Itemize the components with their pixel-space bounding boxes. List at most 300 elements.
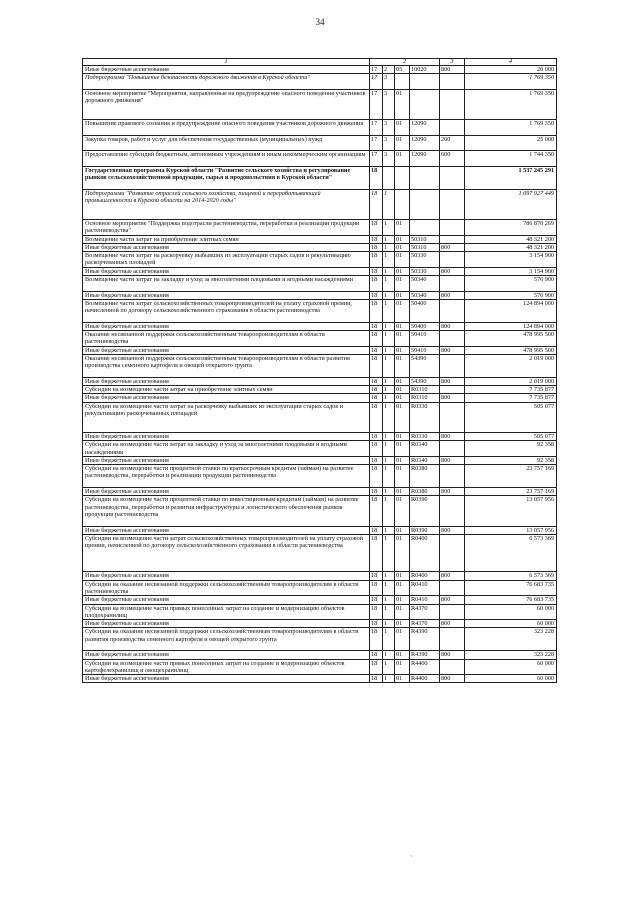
row-code-direction: R4400 bbox=[410, 659, 440, 675]
row-code-direction: R0340 bbox=[410, 456, 440, 464]
row-code-direction: R4390 bbox=[410, 628, 440, 651]
table-row bbox=[83, 651, 557, 659]
row-code-program: 18 bbox=[370, 402, 383, 432]
row-expense-type: 800 bbox=[440, 267, 465, 275]
row-name: Возмещение части затрат на раскорчевку выбывших из эксплуатации старых садов и рекультивацию раскорчеванных площадей bbox=[83, 252, 370, 268]
row-code-measure: 01 bbox=[395, 651, 410, 659]
row-expense-type: 800 bbox=[440, 526, 465, 534]
table-row bbox=[83, 151, 557, 167]
table-row bbox=[83, 386, 557, 394]
row-code-measure: 01 bbox=[395, 291, 410, 299]
row-expense-type: 800 bbox=[440, 620, 465, 628]
row-name: Иные бюджетные ассигнования bbox=[83, 267, 370, 275]
row-name: Субсидии на возмещение части прямых понесенных затрат на создание и модернизацию объектов плодохранилищ bbox=[83, 604, 370, 620]
row-expense-type bbox=[440, 299, 465, 322]
row-code-direction: 12090 bbox=[410, 135, 440, 151]
row-name: Иные бюджетные ассигнования bbox=[83, 377, 370, 385]
row-amount: 478 995 500 bbox=[465, 346, 557, 354]
row-code-program: 18 bbox=[370, 166, 383, 189]
row-code-direction: 54390 bbox=[410, 377, 440, 385]
row-code-program: 18 bbox=[370, 291, 383, 299]
row-expense-type: 800 bbox=[440, 377, 465, 385]
row-code-program: 18 bbox=[370, 534, 383, 572]
row-code-subprogram: 1 bbox=[383, 331, 395, 347]
row-code-measure bbox=[395, 166, 410, 189]
row-amount: 124 894 000 bbox=[465, 322, 557, 330]
row-code-subprogram: 1 bbox=[383, 267, 395, 275]
row-code-program: 18 bbox=[370, 377, 383, 385]
table-row bbox=[83, 66, 557, 74]
row-amount: 786 870 269 bbox=[465, 219, 557, 235]
row-name: Повышение правового сознания и предупреждение опасного поведения участников дорожного движения bbox=[83, 120, 370, 136]
row-amount: 1 769 350 bbox=[465, 74, 557, 90]
row-amount: 7 735 877 bbox=[465, 394, 557, 402]
row-code-subprogram: 2 bbox=[383, 66, 395, 74]
row-code-program: 18 bbox=[370, 235, 383, 243]
row-code-subprogram: 3 bbox=[383, 74, 395, 90]
row-code-measure: 05 bbox=[395, 66, 410, 74]
row-amount: 576 900 bbox=[465, 291, 557, 299]
row-code-subprogram: 1 bbox=[383, 276, 395, 292]
row-amount: 1 537 245 291 bbox=[465, 166, 557, 189]
row-expense-type bbox=[440, 331, 465, 347]
row-expense-type bbox=[440, 465, 465, 488]
row-expense-type bbox=[440, 496, 465, 526]
row-code-direction bbox=[410, 74, 440, 90]
row-expense-type: 800 bbox=[440, 675, 465, 683]
header-col-3: 3 bbox=[440, 59, 465, 66]
row-code-program: 18 bbox=[370, 526, 383, 534]
row-code-program: 18 bbox=[370, 252, 383, 268]
row-code-measure: 01 bbox=[395, 534, 410, 572]
row-code-direction: R0330 bbox=[410, 402, 440, 432]
table-row bbox=[83, 572, 557, 580]
table-body bbox=[83, 66, 557, 683]
row-name: Предоставление субсидий бюджетным, автономным учреждениям и иным некоммерческим организациям bbox=[83, 151, 370, 167]
table-row bbox=[83, 441, 557, 457]
row-amount: 60 000 bbox=[465, 620, 557, 628]
row-name: Иные бюджетные ассигнования bbox=[83, 346, 370, 354]
row-name: Иные бюджетные ассигнования bbox=[83, 572, 370, 580]
row-name: Иные бюджетные ассигнования bbox=[83, 66, 370, 74]
row-code-measure: 01 bbox=[395, 243, 410, 251]
table-header-row bbox=[83, 59, 557, 66]
row-code-direction: 54390 bbox=[410, 354, 440, 377]
row-code-subprogram: 1 bbox=[383, 651, 395, 659]
row-code-measure: 01 bbox=[395, 219, 410, 235]
header-col-1: 1 bbox=[83, 59, 370, 66]
row-code-subprogram: 1 bbox=[383, 596, 395, 604]
table-row bbox=[83, 596, 557, 604]
row-code-measure: 01 bbox=[395, 235, 410, 243]
row-code-measure: 01 bbox=[395, 386, 410, 394]
row-name: Подпрограмма "Развитие отраслей сельского хозяйства, пищевой и перерабатывающей промышленности в Курской области на 2014-2020 годы" bbox=[83, 189, 370, 219]
row-code-program: 18 bbox=[370, 651, 383, 659]
row-expense-type: 800 bbox=[440, 572, 465, 580]
row-code-measure: 01 bbox=[395, 432, 410, 440]
row-amount: 3 154 900 bbox=[465, 267, 557, 275]
row-name: Иные бюджетные ассигнования bbox=[83, 651, 370, 659]
row-name: Иные бюджетные ассигнования bbox=[83, 526, 370, 534]
table-row bbox=[83, 675, 557, 683]
row-code-measure: 01 bbox=[395, 402, 410, 432]
table-row bbox=[83, 394, 557, 402]
row-amount: 60 000 bbox=[465, 659, 557, 675]
row-code-measure: 01 bbox=[395, 496, 410, 526]
row-name: Иные бюджетные ассигнования bbox=[83, 394, 370, 402]
row-code-subprogram bbox=[383, 166, 395, 189]
row-amount: 2 019 000 bbox=[465, 377, 557, 385]
row-code-direction: R0400 bbox=[410, 572, 440, 580]
table-row bbox=[83, 402, 557, 432]
row-code-measure: 01 bbox=[395, 120, 410, 136]
table-row bbox=[83, 432, 557, 440]
table-row bbox=[83, 354, 557, 377]
row-code-program: 17 bbox=[370, 135, 383, 151]
row-amount: 323 228 bbox=[465, 628, 557, 651]
row-code-measure: 01 bbox=[395, 394, 410, 402]
row-expense-type: 800 bbox=[440, 456, 465, 464]
row-code-program: 18 bbox=[370, 628, 383, 651]
row-code-measure: 01 bbox=[395, 89, 410, 119]
row-code-subprogram: 1 bbox=[383, 377, 395, 385]
row-code-subprogram: 1 bbox=[383, 432, 395, 440]
table-row bbox=[83, 496, 557, 526]
table-row bbox=[83, 526, 557, 534]
row-amount: 1 769 350 bbox=[465, 120, 557, 136]
row-code-measure bbox=[395, 74, 410, 90]
row-name: Субсидии на возмещение части процентной ставки по инвестиционным кредитам (займам) на развитие растениеводства, переработки и развития инфраструктуры и логистического обеспечения рынков продукции растениеводства bbox=[83, 496, 370, 526]
row-code-measure: 01 bbox=[395, 346, 410, 354]
row-code-program: 18 bbox=[370, 659, 383, 675]
row-expense-type: 800 bbox=[440, 322, 465, 330]
row-code-subprogram: 1 bbox=[383, 219, 395, 235]
row-code-direction: R0410 bbox=[410, 580, 440, 596]
table-row bbox=[83, 659, 557, 675]
row-name: Оказание несвязанной поддержки сельскохозяйственным товаропроизводителям в области развития производства семенного картофеля и овощей открытого грунта bbox=[83, 354, 370, 377]
row-name: Субсидии на возмещение части затрат сельскохозяйственных товаропроизводителей на уплату страховой премии, начисленной по договору сельскохозяйственного страхования в области растениеводства bbox=[83, 534, 370, 572]
row-code-direction bbox=[410, 189, 440, 219]
row-expense-type bbox=[440, 276, 465, 292]
row-amount: 6 573 369 bbox=[465, 534, 557, 572]
table-row bbox=[83, 488, 557, 496]
row-code-program: 18 bbox=[370, 432, 383, 440]
row-code-program: 18 bbox=[370, 189, 383, 219]
row-code-measure: 01 bbox=[395, 276, 410, 292]
table-row bbox=[83, 235, 557, 243]
row-code-program: 18 bbox=[370, 572, 383, 580]
table-row bbox=[83, 604, 557, 620]
row-code-subprogram: 1 bbox=[383, 394, 395, 402]
row-code-direction: R4400 bbox=[410, 675, 440, 683]
row-expense-type bbox=[440, 354, 465, 377]
table-row bbox=[83, 377, 557, 385]
row-code-subprogram: 1 bbox=[383, 488, 395, 496]
row-code-program: 17 bbox=[370, 120, 383, 136]
row-code-subprogram: 1 bbox=[383, 659, 395, 675]
row-code-program: 17 bbox=[370, 151, 383, 167]
table-row bbox=[83, 267, 557, 275]
row-code-direction: R0330 bbox=[410, 432, 440, 440]
row-amount: 7 735 877 bbox=[465, 386, 557, 394]
table-row bbox=[83, 243, 557, 251]
row-name: Оказание несвязанной поддержки сельскохозяйственным товаропроизводителям в области растениеводства bbox=[83, 331, 370, 347]
table-row bbox=[83, 166, 557, 189]
row-code-measure: 01 bbox=[395, 572, 410, 580]
row-amount: 1 744 350 bbox=[465, 151, 557, 167]
table-row bbox=[83, 346, 557, 354]
row-code-program: 18 bbox=[370, 322, 383, 330]
row-amount: 76 683 735 bbox=[465, 580, 557, 596]
row-code-subprogram: 1 bbox=[383, 496, 395, 526]
row-amount: 92 358 bbox=[465, 456, 557, 464]
row-code-program: 18 bbox=[370, 386, 383, 394]
row-code-measure: 01 bbox=[395, 580, 410, 596]
row-code-program: 18 bbox=[370, 243, 383, 251]
row-code-direction: R0390 bbox=[410, 496, 440, 526]
row-name: Иные бюджетные ассигнования bbox=[83, 675, 370, 683]
row-code-program: 18 bbox=[370, 488, 383, 496]
row-name: Государственная программа Курской области "Развитие сельского хозяйства и регулирование рынков сельскохозяйственной продукции, сырья и продовольствия в Курской области" bbox=[83, 166, 370, 189]
row-code-measure: 01 bbox=[395, 135, 410, 151]
row-expense-type bbox=[440, 386, 465, 394]
row-amount: 505 077 bbox=[465, 432, 557, 440]
row-code-program: 18 bbox=[370, 456, 383, 464]
row-name: Субсидии на возмещение части прямых понесенных затрат на создание и модернизацию объектов картофелехранилищ и овощехранилищ bbox=[83, 659, 370, 675]
page-number: 34 bbox=[315, 17, 325, 27]
row-amount: 124 894 000 bbox=[465, 299, 557, 322]
row-amount: 1 769 350 bbox=[465, 89, 557, 119]
row-code-direction: R4390 bbox=[410, 651, 440, 659]
row-code-program: 18 bbox=[370, 465, 383, 488]
row-amount: 76 683 735 bbox=[465, 596, 557, 604]
row-amount: 13 057 956 bbox=[465, 496, 557, 526]
table-row bbox=[83, 534, 557, 572]
row-code-subprogram: 1 bbox=[383, 465, 395, 488]
row-code-subprogram: 1 bbox=[383, 252, 395, 268]
row-code-measure: 01 bbox=[395, 526, 410, 534]
table-row bbox=[83, 620, 557, 628]
row-name: Подпрограмма "Повышение безопасности дорожного движения в Курской области" bbox=[83, 74, 370, 90]
row-name: Основное мероприятие "Поддержка подотрасли растениеводства, переработки и реализации продукции растениеводства" bbox=[83, 219, 370, 235]
row-expense-type: 200 bbox=[440, 135, 465, 151]
row-expense-type: 800 bbox=[440, 651, 465, 659]
row-name: Иные бюджетные ассигнования bbox=[83, 322, 370, 330]
row-name: Возмещение части затрат на закладку и уход за многолетними плодовыми и ягодными насаждениями bbox=[83, 276, 370, 292]
header-col-2: 2 bbox=[370, 59, 440, 66]
row-code-program: 18 bbox=[370, 620, 383, 628]
row-expense-type bbox=[440, 604, 465, 620]
row-code-measure bbox=[395, 189, 410, 219]
row-code-measure: 01 bbox=[395, 659, 410, 675]
row-code-direction: R0340 bbox=[410, 441, 440, 457]
row-expense-type: 800 bbox=[440, 291, 465, 299]
row-code-subprogram: 1 bbox=[383, 189, 395, 219]
row-code-program: 18 bbox=[370, 496, 383, 526]
row-code-subprogram: 1 bbox=[383, 243, 395, 251]
row-code-direction: 50400 bbox=[410, 322, 440, 330]
row-amount: 478 995 500 bbox=[465, 331, 557, 347]
row-expense-type: 800 bbox=[440, 243, 465, 251]
row-code-measure: 01 bbox=[395, 604, 410, 620]
row-code-measure: 01 bbox=[395, 456, 410, 464]
row-amount: 20 000 bbox=[465, 66, 557, 74]
row-code-subprogram: 1 bbox=[383, 620, 395, 628]
row-code-program: 18 bbox=[370, 441, 383, 457]
row-name: Закупка товаров, работ и услуг для обеспечения государственных (муниципальных) нужд bbox=[83, 135, 370, 151]
row-code-direction: R0380 bbox=[410, 465, 440, 488]
table-row bbox=[83, 465, 557, 488]
row-amount: 576 900 bbox=[465, 276, 557, 292]
row-code-subprogram: 1 bbox=[383, 386, 395, 394]
row-expense-type bbox=[440, 219, 465, 235]
row-code-subprogram: 1 bbox=[383, 628, 395, 651]
table-row bbox=[83, 120, 557, 136]
row-code-program: 17 bbox=[370, 89, 383, 119]
row-amount: 48 321 200 bbox=[465, 243, 557, 251]
row-code-direction: 50410 bbox=[410, 346, 440, 354]
row-expense-type bbox=[440, 580, 465, 596]
row-amount: 23 757 169 bbox=[465, 465, 557, 488]
row-expense-type bbox=[440, 235, 465, 243]
row-code-program: 18 bbox=[370, 394, 383, 402]
row-code-measure: 01 bbox=[395, 675, 410, 683]
row-expense-type: 600 bbox=[440, 151, 465, 167]
table-row bbox=[83, 628, 557, 651]
row-name: Возмещение части затрат на приобретение элитных семян bbox=[83, 235, 370, 243]
row-amount: 25 000 bbox=[465, 135, 557, 151]
row-code-program: 18 bbox=[370, 219, 383, 235]
row-code-direction: 12090 bbox=[410, 120, 440, 136]
row-expense-type: 800 bbox=[440, 488, 465, 496]
row-amount: 13 057 956 bbox=[465, 526, 557, 534]
row-expense-type: 800 bbox=[440, 394, 465, 402]
row-code-program: 18 bbox=[370, 596, 383, 604]
row-code-subprogram: 1 bbox=[383, 580, 395, 596]
row-code-measure: 01 bbox=[395, 299, 410, 322]
row-expense-type bbox=[440, 74, 465, 90]
row-amount: 60 000 bbox=[465, 604, 557, 620]
row-code-subprogram: 1 bbox=[383, 235, 395, 243]
row-amount: 505 077 bbox=[465, 402, 557, 432]
row-code-subprogram: 1 bbox=[383, 456, 395, 464]
row-expense-type bbox=[440, 628, 465, 651]
row-code-program: 18 bbox=[370, 331, 383, 347]
row-code-program: 18 bbox=[370, 267, 383, 275]
row-code-measure: 01 bbox=[395, 252, 410, 268]
table-row bbox=[83, 74, 557, 90]
table-row bbox=[83, 89, 557, 119]
row-amount: 1 097 927 449 bbox=[465, 189, 557, 219]
row-expense-type bbox=[440, 89, 465, 119]
table-row bbox=[83, 276, 557, 292]
row-expense-type: 800 bbox=[440, 596, 465, 604]
row-code-direction: 50410 bbox=[410, 331, 440, 347]
row-code-direction: 50330 bbox=[410, 252, 440, 268]
row-name: Субсидии на возмещение части затрат на раскорчевку выбывших из эксплуатации старых садов и рекультивацию раскорчеванных площадей bbox=[83, 402, 370, 432]
row-code-subprogram: 1 bbox=[383, 534, 395, 572]
row-code-measure: 01 bbox=[395, 354, 410, 377]
row-code-program: 18 bbox=[370, 299, 383, 322]
table-row bbox=[83, 331, 557, 347]
row-code-subprogram: 3 bbox=[383, 120, 395, 136]
table-row bbox=[83, 580, 557, 596]
row-amount: 6 573 369 bbox=[465, 572, 557, 580]
row-code-measure: 01 bbox=[395, 596, 410, 604]
row-name: Иные бюджетные ассигнования bbox=[83, 243, 370, 251]
row-code-direction bbox=[410, 166, 440, 189]
table-row bbox=[83, 219, 557, 235]
row-code-direction bbox=[410, 89, 440, 119]
row-code-direction: R0380 bbox=[410, 488, 440, 496]
row-amount: 60 000 bbox=[465, 675, 557, 683]
row-code-direction bbox=[410, 219, 440, 235]
row-code-direction: R0310 bbox=[410, 386, 440, 394]
row-name: Иные бюджетные ассигнования bbox=[83, 432, 370, 440]
row-expense-type: 800 bbox=[440, 66, 465, 74]
row-code-direction: R0390 bbox=[410, 526, 440, 534]
row-amount: 23 757 169 bbox=[465, 488, 557, 496]
row-code-subprogram: 1 bbox=[383, 441, 395, 457]
row-code-direction: 50340 bbox=[410, 276, 440, 292]
table-row bbox=[83, 456, 557, 464]
row-code-subprogram: 1 bbox=[383, 526, 395, 534]
row-code-direction: R0400 bbox=[410, 534, 440, 572]
row-expense-type bbox=[440, 441, 465, 457]
row-code-measure: 01 bbox=[395, 267, 410, 275]
row-code-measure: 01 bbox=[395, 331, 410, 347]
row-name: Основное мероприятие "Мероприятия, направленные на предупреждение опасного поведения участников дорожного движения" bbox=[83, 89, 370, 119]
row-code-program: 18 bbox=[370, 276, 383, 292]
row-code-direction: 10020 bbox=[410, 66, 440, 74]
row-expense-type bbox=[440, 166, 465, 189]
row-code-subprogram: 1 bbox=[383, 354, 395, 377]
row-expense-type bbox=[440, 534, 465, 572]
row-code-subprogram: 1 bbox=[383, 322, 395, 330]
row-code-direction: R4370 bbox=[410, 604, 440, 620]
header-col-4: 4 bbox=[465, 59, 557, 66]
row-code-direction: 50330 bbox=[410, 267, 440, 275]
table-row bbox=[83, 299, 557, 322]
row-code-program: 18 bbox=[370, 604, 383, 620]
row-name: Возмещение части затрат сельскохозяйственных товаропроизводителей на уплату страховой премии, начисленной по договору сельскохозяйственного страхования в области растениеводства bbox=[83, 299, 370, 322]
row-code-subprogram: 1 bbox=[383, 572, 395, 580]
budget-table bbox=[82, 58, 557, 683]
row-name: Иные бюджетные ассигнования bbox=[83, 620, 370, 628]
row-code-program: 18 bbox=[370, 346, 383, 354]
row-code-direction: R0410 bbox=[410, 596, 440, 604]
row-expense-type bbox=[440, 252, 465, 268]
row-code-program: 17 bbox=[370, 66, 383, 74]
row-code-measure: 01 bbox=[395, 488, 410, 496]
row-code-measure: 01 bbox=[395, 377, 410, 385]
row-expense-type bbox=[440, 659, 465, 675]
row-amount: 2 019 000 bbox=[465, 354, 557, 377]
row-code-subprogram: 1 bbox=[383, 402, 395, 432]
row-code-subprogram: 1 bbox=[383, 675, 395, 683]
row-code-subprogram: 1 bbox=[383, 299, 395, 322]
row-amount: 48 321 200 bbox=[465, 235, 557, 243]
row-code-measure: 01 bbox=[395, 441, 410, 457]
row-name: Субсидии на оказание несвязанной поддержки сельскохозяйственным товаропроизводителям в области растениеводства bbox=[83, 580, 370, 596]
row-code-subprogram: 1 bbox=[383, 604, 395, 620]
row-amount: 323 228 bbox=[465, 651, 557, 659]
row-code-measure: 01 bbox=[395, 151, 410, 167]
row-expense-type bbox=[440, 402, 465, 432]
table-row bbox=[83, 322, 557, 330]
row-code-program: 18 bbox=[370, 675, 383, 683]
row-expense-type: 800 bbox=[440, 346, 465, 354]
